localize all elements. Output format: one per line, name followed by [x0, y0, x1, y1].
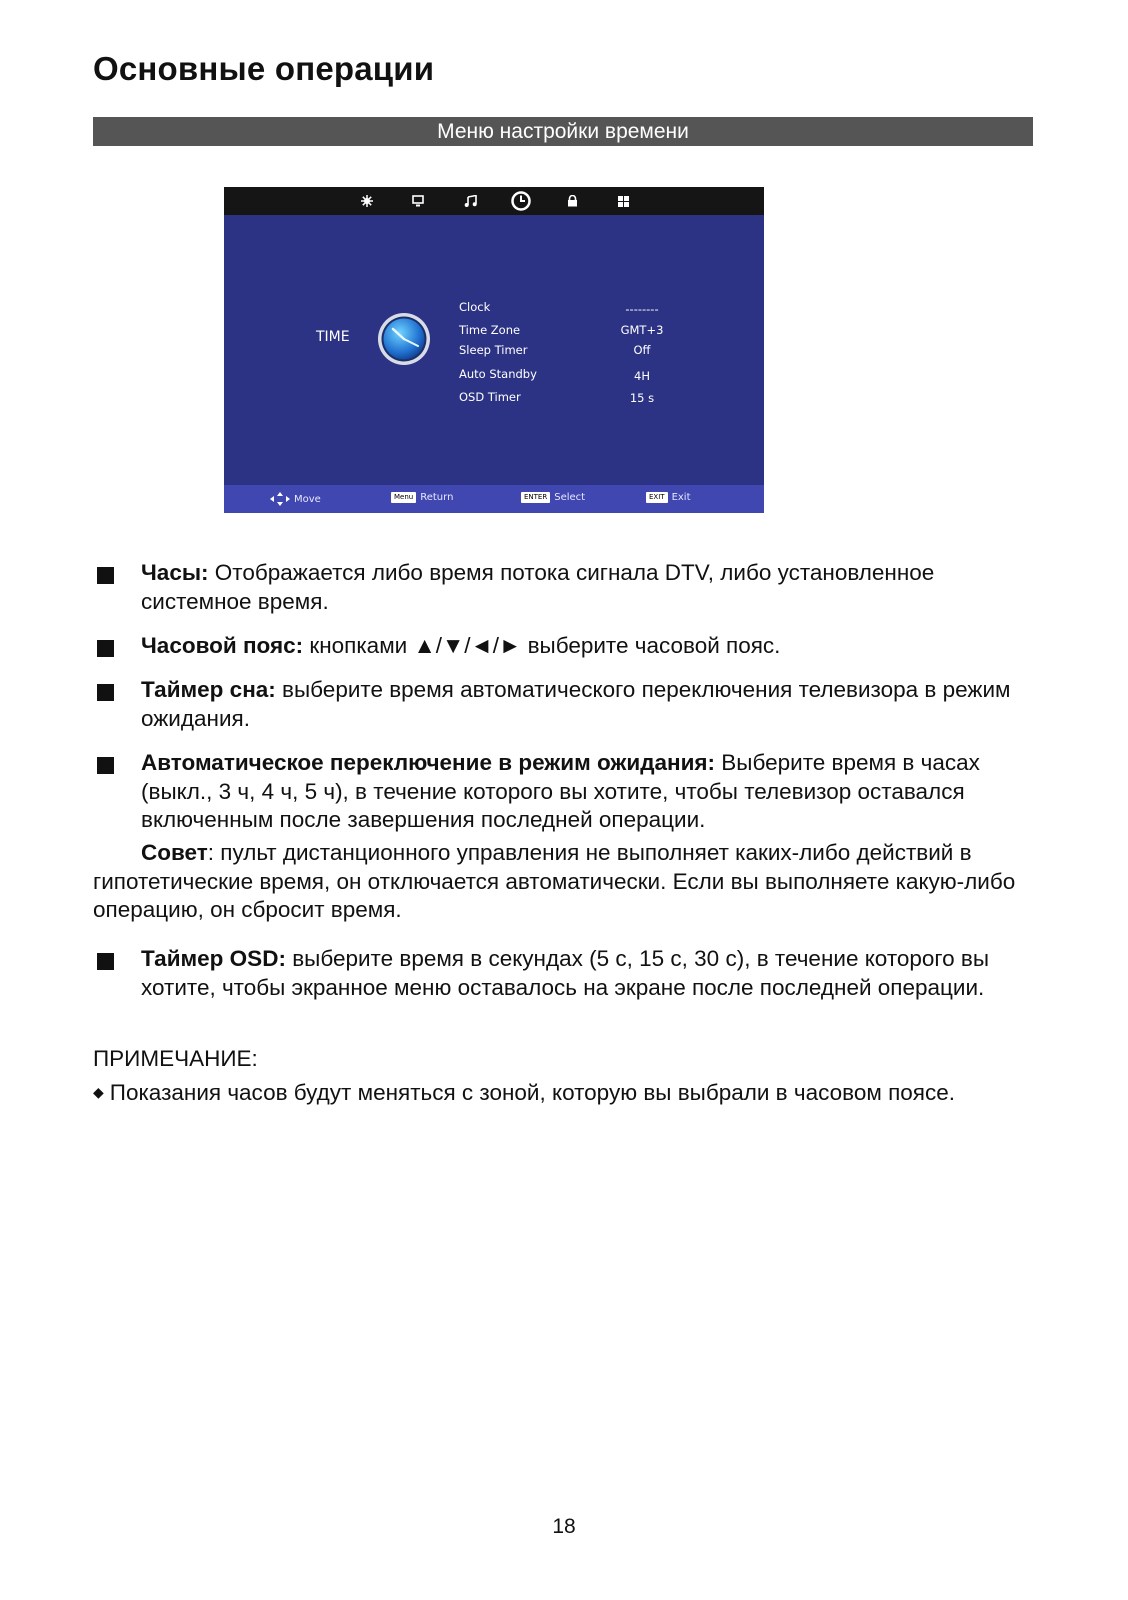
item-osd-timer — [141, 945, 1036, 1002]
hint-return — [391, 492, 453, 503]
osd-section-label: TIME — [316, 329, 350, 345]
note-item — [93, 1078, 955, 1108]
hint-select — [521, 492, 585, 503]
page-title: Основные операции — [93, 50, 435, 87]
osd-row-value-sleep-timer: Off — [633, 343, 651, 357]
item-clock — [141, 559, 1036, 616]
item-text: Отображается либо время потока сигнала DTV, либо установленное системное время. — [141, 560, 935, 614]
hint-exit — [646, 492, 691, 503]
grid-icon[interactable] — [613, 191, 633, 211]
bullet-square — [97, 953, 114, 970]
clock-icon — [376, 311, 428, 363]
item-term: Таймер сна: — [141, 677, 276, 702]
bullet-square — [97, 757, 114, 774]
osd-row-value-osd-timer: 15 s — [629, 391, 655, 405]
exit-key-badge: EXIT — [646, 492, 668, 503]
note-text: Показания часов будут меняться с зоной, которую вы выбрали в часовом поясе. — [109, 1080, 955, 1105]
item-text: выберите время автоматического переключения телевизора в режим ожидания. — [141, 677, 1011, 731]
osd-row-label-clock[interactable]: Clock — [459, 300, 491, 314]
item-sleep-timer — [141, 676, 1036, 733]
item-term: Автоматическое переключение в режим ожидания: — [141, 750, 716, 775]
tip-text: : пульт дистанционного управления не выполняет каких-либо действий в гипотетические время, он отключается автоматически. Если вы выполняете какую-либо операцию, он сбросит время. — [93, 840, 1016, 922]
item-auto-standby — [141, 749, 1036, 835]
picture-settings-icon[interactable] — [357, 191, 377, 211]
hint-move-label: Move — [294, 493, 321, 505]
bullet-square — [97, 567, 114, 584]
item-text: выберите время в секундах (5 с, 15 с, 30 с), в течение которого вы хотите, чтобы экранное меню оставалось на экране после последней операции. — [141, 946, 990, 1000]
tip-term: Совет — [141, 840, 208, 865]
lock-icon[interactable] — [562, 191, 582, 211]
osd-hint-bar — [224, 485, 764, 513]
music-note-icon[interactable] — [460, 191, 480, 211]
osd-row-label-auto-standby[interactable]: Auto Standby — [459, 367, 537, 381]
hint-move — [270, 492, 321, 506]
item-term: Таймер OSD: — [141, 946, 286, 971]
hint-exit-label: Exit — [671, 492, 691, 503]
osd-row-label-osd-timer[interactable]: OSD Timer — [459, 390, 521, 404]
osd-row-value-time-zone: GMT+3 — [620, 323, 664, 337]
page-number: 18 — [552, 1515, 576, 1538]
diamond-bullet-icon: ◆ — [93, 1084, 104, 1100]
hint-return-label: Return — [420, 492, 454, 503]
osd-row-label-time-zone[interactable]: Time Zone — [459, 323, 521, 337]
osd-time-menu — [224, 187, 764, 513]
menu-key-badge: Menu — [391, 492, 416, 503]
osd-tab-bar — [224, 187, 764, 215]
item-term: Часовой пояс: — [141, 633, 304, 658]
item-text: Выберите время в часах (выкл., 3 ч, 4 ч, 5 ч), в течение которого вы хотите, чтобы телевизор оставался включенным после завершения последней операции. — [141, 750, 980, 832]
note-heading: ПРИМЕЧАНИЕ: — [93, 1046, 258, 1071]
clock-icon[interactable] — [511, 191, 531, 211]
item-text: кнопками ▲/▼/◄/► выберите часовой пояс. — [303, 633, 781, 658]
tip-paragraph — [93, 839, 1038, 925]
osd-row-value-clock: -------- — [625, 302, 659, 316]
bullet-square — [97, 684, 114, 701]
section-heading: Меню настройки времени — [93, 117, 1033, 146]
osd-row-value-auto-standby: 4H — [634, 369, 650, 383]
osd-row-label-sleep-timer[interactable]: Sleep Timer — [459, 343, 528, 357]
item-time-zone — [141, 632, 1036, 661]
hint-select-label: Select — [554, 492, 586, 503]
bullet-square — [97, 640, 114, 657]
screen-icon[interactable] — [408, 191, 428, 211]
enter-key-badge: ENTER — [521, 492, 550, 503]
arrows-icon — [270, 492, 290, 506]
item-term: Часы: — [141, 560, 209, 585]
